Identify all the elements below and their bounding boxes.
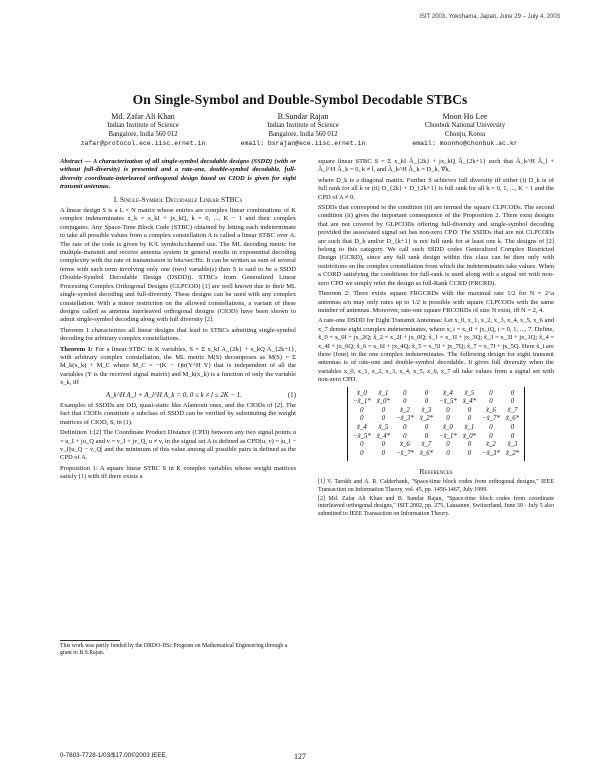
matrix-table: [350, 390, 522, 459]
matrix-cell: 0: [489, 424, 493, 432]
author-block-3: [380, 112, 550, 148]
running-header: ISIT 2003, Yokohama, Japan, June 29 – July 4, 2003: [419, 14, 560, 20]
matrix-cell: x̃_4: [356, 424, 367, 432]
paragraph: SSDDs that correspond to the condition (ii) are termed the square CLPCODs. The second condition (ii) gives the important consequence of the Proposition 2. There exist designs that are not covered by GLPCODs offering full-diversity and single-symbol decoding provided the associated signal set has non-zero CPD. The SSDDs that are not CLPCODs are such that D_k and/or D_{k+1} is not full rank for at least one k. The designs of [2] belong to this category. We call such SSDD codes Generalized Complex Restricted Design (GCRD), since any full rank design within this class can be then only with restrictions on the complex constellation from which the indeterminates take values. When a CORD satisfying the conditions for full-rank is used along with a signal set with non-zero CPD we simply refer the design as full-Rank CCRD (FRCRD).: [318, 204, 554, 287]
author-name: B.Sundar Rajan: [277, 112, 329, 121]
matrix-cell: 0: [467, 415, 472, 423]
matrix-cell: 0: [489, 432, 493, 440]
author-address: Bangalore, India 560 012: [108, 131, 178, 138]
matrix-cell: x̃_3: [507, 441, 518, 449]
matrix-cell: 0: [467, 441, 472, 449]
matrix-cell: −x̃_3*: [395, 415, 414, 423]
matrix-cell: 0: [467, 406, 472, 414]
footnote: [60, 640, 296, 657]
matrix-cell: 0: [403, 398, 407, 406]
matrix-cell: 0: [467, 449, 472, 457]
matrix-cell: 0: [446, 406, 450, 414]
theorem-2: Theorem 2: There exists square FRGCRDs with the maximal rate 1/2 for N = 2^a antennas a/n may only rates up to 1/2 is possible with square CLPCODs with the same number of antennas. Moreover, rate-one square FRCORDs of size N exist, iff N = 2, 4.: [318, 290, 554, 314]
matrix-cell: x̃_2: [486, 441, 496, 449]
matrix-cell: 0: [510, 398, 515, 406]
matrix-cell: x̃_1: [464, 424, 475, 432]
paragraph: square linear STBC S = Σ x_kI Â_{2k} + jx_kQ Â_{2k+1} such that Â_k^H Â_l + Â_l^H Â_k = 0, k ≠ l, and Â_k^H Â_k = D_k, ∀k,: [318, 158, 554, 174]
matrix-cell: x̃_0: [442, 424, 453, 432]
theorem-label: Theorem 1:: [60, 345, 93, 353]
matrix-cell: 0: [381, 406, 386, 414]
section-heading: I. Single-Symbol Decodable Linear STBCs: [113, 194, 243, 204]
author-email: email: bsrajan@ece.iisc.ernet.in: [240, 140, 366, 147]
matrix-cell: −x̃_1*: [352, 398, 371, 406]
matrix-cell: −x̃_7*: [482, 415, 500, 423]
equation-1: [60, 391, 296, 399]
matrix-cell: x̃_5: [464, 389, 475, 397]
theorem-1: [60, 346, 296, 388]
abstract: Abstract — A characterization of all single-symbol decodable designs (SSDD) (with or without full-diversity) is presented and a rate-one, double-symbol decodable, full-diversity coordinate-interleaved orthogonal design based on CIOD is given for eight transmit antennas.: [60, 158, 296, 191]
matrix-cell: 0: [381, 449, 386, 457]
author-email: email: moonho@chonbuk.ac.kr: [412, 140, 518, 147]
matrix-cell: x̃_6*: [505, 415, 520, 423]
matrix-cell: 0: [403, 389, 407, 397]
matrix-cell: x̃_0: [356, 389, 367, 397]
author-email: zafar@protocol.ece.iisc.ernet.in: [80, 140, 206, 147]
author-affiliation: Indian Institute of Science: [107, 122, 179, 129]
matrix-cell: 0: [360, 415, 364, 423]
theorem-body: For a linear STBC in K variables, S = Σ x_kI A_{2k} + x_kQ A_{2k+1}, with arbitrary complex constellation, the ML metric M(S) decomposes as M(S) = Σ M_k(x_k) + M_C where M_C = −(K − 1)tr(Y^H Y) that is independent of all the variables (Y is the received signal matrix) and M_k(x_k) is a function of only the variable x_k, iff: [60, 345, 296, 387]
matrix-cell: −x̃_1*: [439, 432, 457, 440]
matrix-row: [350, 441, 522, 450]
matrix-row: [350, 398, 522, 407]
design-matrix: [318, 387, 554, 465]
author-name: Md. Zafar Ali Khan: [111, 112, 175, 121]
matrix-cell: x̃_7: [421, 441, 432, 449]
matrix-cell: 0: [424, 432, 429, 440]
matrix-cell: 0: [510, 389, 515, 397]
matrix-cell: 0: [424, 389, 429, 397]
matrix-cell: 0: [446, 415, 450, 423]
matrix-cell: 0: [360, 406, 364, 414]
matrix-cell: 0: [403, 424, 407, 432]
matrix-cell: x̃_0*: [376, 398, 390, 406]
matrix-cell: 0: [424, 424, 429, 432]
author-address: Chonju, Korea: [444, 131, 486, 138]
matrix-cell: 0: [489, 389, 493, 397]
matrix-cell: 0: [381, 415, 386, 423]
matrix-cell: 0: [403, 432, 407, 440]
matrix-cell: −x̃_5*: [439, 398, 457, 406]
paragraph: A rate-one DSDD for Eight Transmit Antennas: Let x_0, x_1, x_2, x_3, x_4, x_5, x_6 and x_7 denote eight complex indeterminates, where x_i = x_iI + jx_iQ, i = 0, 1, ..., 7. Define, x̃_0 = x_0I + jx_2Q; x̃_2 = x_2I + jx_0Q; x̃_1 = x_1I + jx_3Q; x̃_3 = x_3I + jx_1Q; x̃_4 = x_4I + jx_6Q; x̃_6 = x_6I + jx_4Q; x̃_5 = x_5I + jx_7Q; x̃_7 = x_7I + jx_5Q. Here x̃_i are three (four) in the one complex indeterminates. The following design for eight transmit antennas is of rate-one and double-symbol decodable. It gives full diversity when the variables x_0, x_1, x_2, x_3, x_4, x_5, x_6, x_7 all take values from a signal set with non-zero CPD.: [318, 317, 554, 384]
matrix-cell: 0: [360, 441, 364, 449]
matrix-cell: x̃_5: [378, 424, 389, 432]
page-number: 127: [294, 752, 306, 761]
matrix-row: [350, 424, 522, 433]
author-address: Bangalore, India 560 012: [268, 131, 338, 138]
copyright: 0-7803-7728-1/03/$17.00©2003 IEEE.: [60, 752, 168, 759]
paragraph: where D_k is a diagonal matrix. Further S achieves full diversity iff either (i) D_k is of full rank for all k or (ii) D_{2k} + D_{2k+1} is full rank for all k = 0, 1, ..., K − 1 and the CPD of A ≠ 0.: [318, 176, 554, 201]
matrix-cell: 0: [510, 424, 515, 432]
matrix-cell: 0: [510, 432, 515, 440]
matrix-row: [350, 450, 522, 459]
matrix-cell: 0: [489, 398, 493, 406]
matrix-cell: x̃_7: [507, 406, 518, 414]
matrix-cell: x̃_2*: [419, 415, 433, 423]
matrix-cell: x̃_4*: [462, 398, 477, 406]
proposition-1: Proposition 1: A square linear STBC S in K complex variables whose weight matrices satisfy (1) with iff there exists a: [60, 464, 296, 481]
matrix-cell: x̃_2: [399, 406, 410, 414]
reference-item: [2] Md. Zafar Ali Khan and B. Sundar Rajan, "Space-time block codes from coordinate interleaved orthogonal designs," ISIT 2002, pp. 275, Lausanne, Switzerland, June 30 - July 5 also submitted to IEEE Transaction on Information Theory.: [318, 495, 554, 517]
author-block-2: [218, 112, 388, 148]
paper-title: On Single-Symbol and Double-Symbol Decodable STBCs: [132, 92, 468, 107]
matrix-cell: x̃_2*: [505, 449, 520, 457]
paragraph: Theorem 1 characterizes all linear designs that lead to STBCs admitting single-symbol decoding for arbitrary complex constellations.: [60, 326, 296, 343]
matrix-row: [350, 433, 522, 442]
matrix-cell: 0: [360, 449, 364, 457]
matrix-cell: 0: [381, 441, 386, 449]
matrix-row: [350, 407, 522, 416]
right-column: [318, 158, 554, 520]
matrix-cell: 0: [446, 441, 450, 449]
matrix-cell: x̃_0*: [462, 432, 477, 440]
left-column: [60, 158, 296, 484]
matrix-cell: x̃_6*: [419, 449, 433, 457]
equation-text: A_k^H A_l + A_l^H A_k = 0, 0 ≤ k ≠ l ≤ 2K − 1.: [105, 390, 242, 399]
matrix-cell: x̃_1: [378, 389, 389, 397]
reference-item: [1] V. Tarokh and A. R. Calderbank, "Space-time block codes from orthogonal designs," IEEE Transaction on Information Theory, vol. 45, pp. 1456-1467, July 1999.: [318, 479, 554, 493]
matrix-cell: x̃_3: [421, 406, 432, 414]
equation-number: (1): [287, 390, 296, 399]
matrix-cell: −x̃_5*: [352, 432, 371, 440]
footnote-text: This work was partly funded by the DRDO-IISc Program on Mathematical Engineering through a grant to B.S.Rajan.: [60, 643, 288, 656]
author-block-1: [58, 112, 228, 148]
references-heading: References: [419, 466, 453, 476]
author-name: Moon Ho Lee: [442, 112, 488, 121]
matrix-brackets: [347, 387, 525, 462]
definition-1: Definition 1:[2] The Coordinate Product Distance (CPD) between any two signal points u = u_I + ju_Q and v = v_I + jv_Q, u ≠ v, in the signal set A is defined as CPD(u, v) = |u_I − v_I||u_Q − v_Q| and the minimum of this value among all possible pairs is defined as the CPD of A.: [60, 429, 296, 462]
matrix-cell: x̃_4*: [376, 432, 390, 440]
matrix-row: [350, 415, 522, 424]
matrix-cell: −x̃_3*: [482, 449, 500, 457]
footnote-rule: [60, 640, 120, 641]
paragraph: Examples of SSDDs are OD, quasi-static like Alamouti ones, and the CIODs of [2]. The fact that CIODs constitute a subclass of SSDD can be verified by substituting the weight matrices of CIOD, S, in (1).: [60, 401, 296, 426]
author-affiliation: Chonbuk National University: [424, 122, 506, 129]
references: [318, 479, 554, 518]
author-affiliation: Indian Institute of Science: [267, 122, 339, 129]
matrix-cell: 0: [424, 398, 429, 406]
paragraph: A linear design S is a L × N matrix whose entries are complex linear combinations of K complex indeterminates x_k = x_kI + jx_kQ, k = 0, ..., K − 1 and their complex conjugates. Any Space-Time Block Code (STBC) obtained by letting each indeterminate to take all possible values from a complex constellation A is called a linear STBC over A. The rate of the code is given by K/L symbols/channel use. The ML decoding metric for multiple-transmit and receive antenna system in general results in exponential decoding complexity with the rate of transmission in bits/sec/Hz. It can be written as sum of several terms with each term involving only one (two) variable(s) then S is said to be a SSDD (Double-Symbol Decodable Design (DSDD)). STBCs from Generalized Linear Processing Complex Orthogonal Designs (GLPCOD) [1] are well known due to their ML single-symbol decoding and full-diversity. These designs can be used with any complex constellation. With a minor restriction on the allowed constellations, a variant of these designs called as antenna interleaved orthogonal designs (CIOD) have been shown to admit single-symbol decoding along with full diversity [2].: [60, 207, 296, 324]
matrix-cell: 0: [446, 449, 450, 457]
matrix-row: [350, 390, 522, 399]
matrix-cell: −x̃_7*: [395, 449, 414, 457]
matrix-cell: x̃_6: [486, 406, 496, 414]
matrix-cell: x̃_4: [442, 389, 453, 397]
matrix-cell: x̃_6: [399, 441, 410, 449]
